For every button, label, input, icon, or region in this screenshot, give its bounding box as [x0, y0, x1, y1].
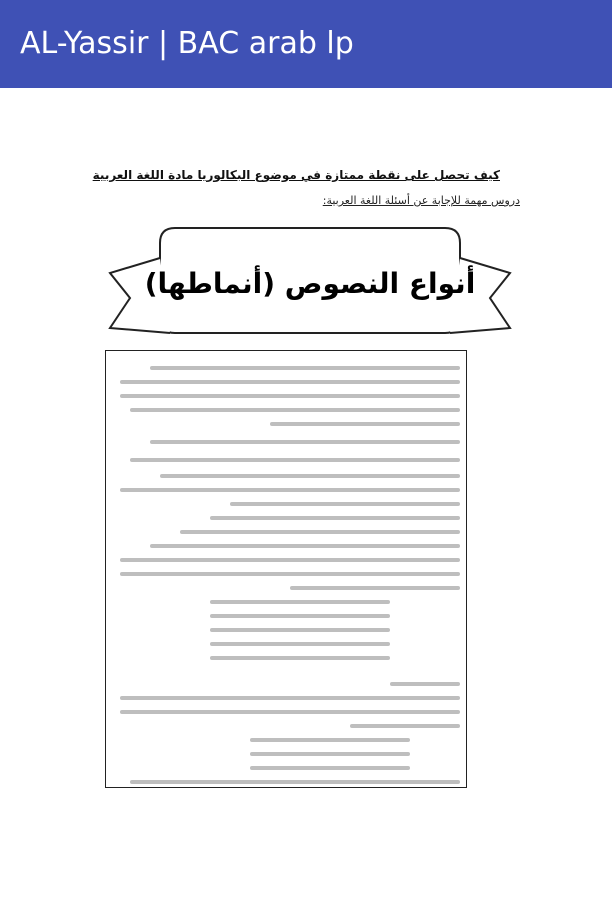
banner-title: أنواع النصوص (أنماطها): [144, 267, 476, 300]
document-image: [90, 158, 530, 808]
app-title: AL-Yassir | BAC arab lp: [20, 26, 354, 61]
document-body-frame: [105, 350, 467, 788]
content-area[interactable]: [0, 88, 612, 900]
banner-scroll: [90, 218, 530, 358]
document-subheading: دروس مهمة للإجابة عن أسئلة اللغة العربية:: [322, 194, 520, 207]
app-bar: [0, 0, 612, 88]
document-heading: كيف تحصل على نقطة ممتازة في موضوع البكالوريا مادة اللغة العربية: [92, 168, 500, 182]
